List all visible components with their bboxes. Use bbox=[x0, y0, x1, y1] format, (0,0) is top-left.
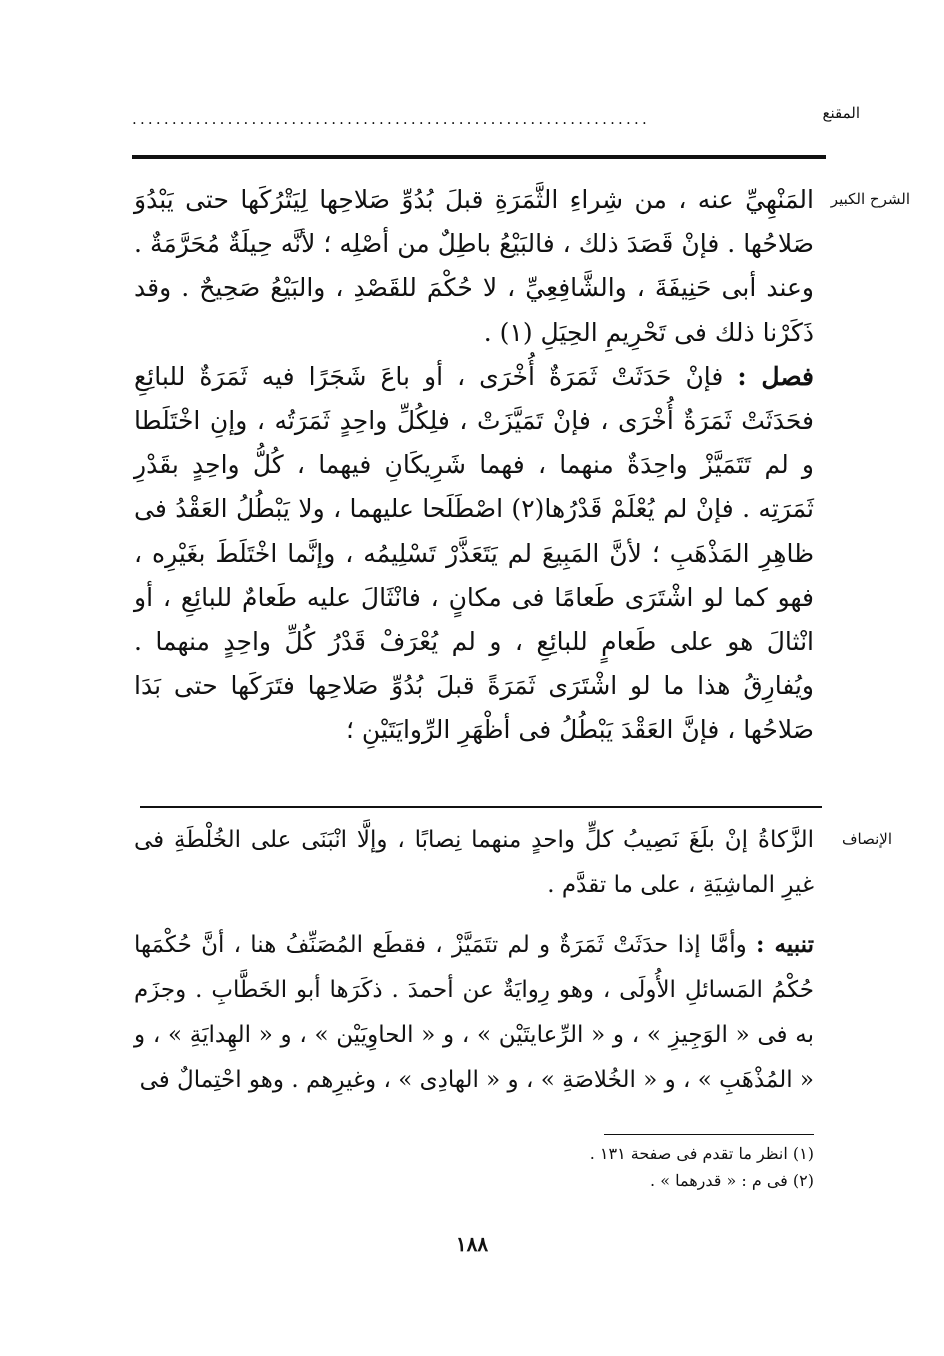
fasl-paragraph bbox=[134, 355, 814, 753]
paragraph-text: وأمَّا إذا حدَثَتْ ثَمَرَةٌ و لم تتَمَيَّزْ ، فقطَع المُصَنِّفُ هنا ، أنَّ حُكْمَها حُكْمُ المَسائلِ الأُولَى ، وهو رِوايَةٌ عن أحمدَ . ذكَرَها أبو الخَطَّابِ . وجزَم به فى « الوَجِيزِ » ، و « الرِّعايتَيْن » ، و « الحاوِيَيْن » ، و « الهِدايَةِ » ، و « المُذْهَبِ » ، و « الخُلاصَةِ » ، و « الهادِى » ، وغيرِهم . وهو احْتِمالٌ فى bbox=[134, 932, 814, 1093]
footnotes bbox=[134, 1140, 814, 1194]
tanbih-paragraph bbox=[134, 922, 814, 1103]
page-number: ١٨٨ bbox=[455, 1232, 489, 1256]
footnote: (١) انظر ما تقدم فى صفحة ١٣١ . bbox=[589, 1144, 814, 1163]
insaf-commentary bbox=[134, 818, 814, 1103]
footnote: (٢) فى م : « قدرهما » . bbox=[650, 1171, 814, 1190]
footnote-rule bbox=[604, 1134, 814, 1135]
main-commentary bbox=[134, 178, 814, 753]
margin-label-insaf: الإنصاف bbox=[841, 830, 892, 848]
section-divider bbox=[140, 806, 822, 808]
paragraph-text: المَنْهِيِّ عنه ، من شِراءِ الثَّمَرَةِ قبلَ بُدُوِّ صَلاحِها لِيَتْرُكَها حتى يَبْدُوَ صَلاحُها . فإنْ قَصَدَ ذلك ، فالبَيْعُ باطِلٌ من أصْلِه ؛ لأنَّه حِيلَةٌ مُحَرَّمَةٌ . وعند أبى حَنِيفَةَ ، والشَّافِعِيِّ ، لا حُكْمَ للقَصْدِ ، والبَيْعُ صَحِيحٌ . وقد ذَكَرْنا ذلك فى تَحْرِيمِ الحِيَلِ (١) . bbox=[134, 185, 814, 347]
header-rule bbox=[132, 155, 826, 159]
paragraph bbox=[134, 818, 814, 908]
margin-label-sharh: الشرح الكبير bbox=[830, 190, 910, 208]
paragraph-text: الزَّكاةُ إنْ بلَغَ نَصِيبُ كلٍّ واحدٍ منهما نِصابًا ، وإلَّا انْبَنَى على الخُلْطَةِ فى غيرِ الماشِيَةِ ، على ما تقدَّم . bbox=[134, 827, 814, 898]
fasl-heading: فصل : bbox=[737, 361, 814, 391]
running-header-title: المقنع bbox=[822, 104, 860, 122]
header-dot-leader: ................................................................. bbox=[132, 110, 650, 126]
paragraph-text: فإنْ حَدَثَتْ ثَمَرَةٌ أُخْرَى ، أو باعَ شَجَرًا فيه ثَمَرَةٌ للبائِعِ فحَدَثَتْ ثَمَرَةٌ أُخْرَى ، فإنْ تَمَيَّزَتْ ، فلِكُلِّ واحِدٍ ثَمَرَتُه ، وإنِ اخْتَلَطا و لم تَتَمَيَّزْ واحِدَةٌ منهما ، فهما شَرِيكَانِ فيهما ، كُلُّ واحِدٍ بقَدْرِ ثَمَرَتِه . فإنْ لم يُعْلَمْ قَدْرُها(٢) اصْطَلَحا عليهما ، ولا يَبْطُلُ العَقْدُ فى ظاهِرِ المَذْهَبِ ؛ لأنَّ المَبِيعَ لم يَتَعَذَّرْ تَسْلِيمُه ، وإنَّما اخْتَلَطَ بغَيْرِه ، فهو كما لو اشْتَرَى طَعامًا فى مكانٍ ، فانْثَالَ عليه طَعامٌ للبائِعِ ، أو انْثالَ هو على طَعامٍ للبائِعِ ، و لم يُعْرَفْ قَدْرُ كُلِّ واحِدٍ منهما . ويُفارِقُ هذا ما لو اشْتَرَى ثَمَرَةً قبلَ بُدُوِّ صَلاحِها فتَرَكَها حتى بَدَا صَلاحُها ، فإنَّ العَقْدَ يَبْطُلُ فى أظْهَرِ الرِّوايَتَيْنِ ؛ bbox=[134, 361, 814, 745]
paragraph bbox=[134, 178, 814, 355]
tanbih-heading: تنبيه : bbox=[756, 931, 814, 958]
